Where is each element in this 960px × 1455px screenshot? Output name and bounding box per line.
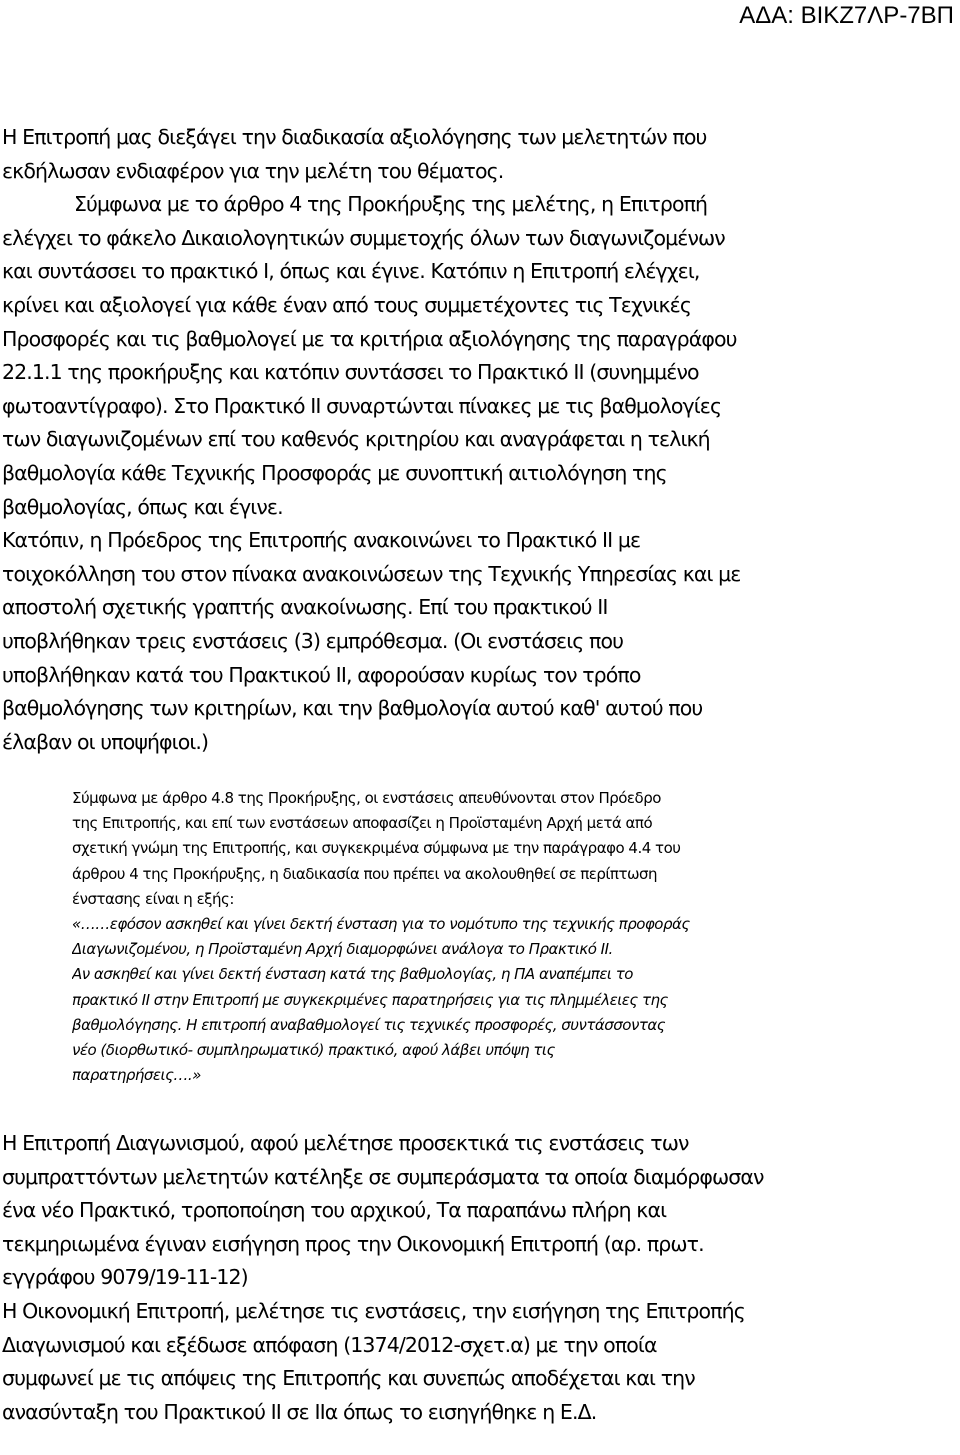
- quote-line: σχετική γνώμη της Επιτροπής, και συγκεκριμένα σύμφωνα με την παράγραφο 4.4 του: [72, 839, 681, 858]
- text-line: Σύμφωνα με το άρθρο 4 της Προκήρυξης της μελέτης, η Επιτροπή: [74, 192, 708, 217]
- text-line: εγγράφου 9079/19-11-12): [2, 1265, 248, 1290]
- paragraph-procedure: [0, 121, 960, 759]
- text-line: βαθμολόγησης των κριτηρίων, και την βαθμολογία αυτού καθ' αυτού που: [2, 696, 703, 721]
- paragraph-decision: [0, 1127, 960, 1429]
- text-line: τοιχοκόλληση του στον πίνακα ανακοινώσεων της Τεχνικής Υπηρεσίας και με: [2, 561, 741, 586]
- quote-line: πρακτικό ΙΙ στην Επιτροπή με συγκεκριμένες παρατηρήσεις για τις πλημμέλειες της: [72, 990, 668, 1009]
- text-line: έλαβαν οι υποψήφιοι.): [2, 729, 209, 754]
- text-line: κρίνει και αξιολογεί για κάθε έναν από τους συμμετέχοντες τις Τεχνικές: [2, 292, 691, 317]
- text-line: βαθμολογίας, όπως και έγινε.: [2, 494, 283, 519]
- text-line: εκδήλωσαν ενδιαφέρον για την μελέτη του θέματος.: [2, 158, 504, 183]
- text-line: Διαγωνισμού και εξέδωσε απόφαση (1374/2012-σχετ.α) με την οποία: [2, 1332, 657, 1357]
- text-line: υποβλήθηκαν τρεις ενστάσεις (3) εμπρόθεσμα. (Οι ενστάσεις που: [2, 628, 624, 653]
- quoted-article-block: [72, 786, 952, 1088]
- quote-line: «……εφόσον ασκηθεί και γίνει δεκτή ένσταση για το νομότυπο της τεχνικής προφοράς: [72, 914, 690, 933]
- quote-line: νέο (διορθωτικό- συμπληρωματικό) πρακτικό, αφού λάβει υπόψη τις: [72, 1040, 555, 1059]
- text-line: και συντάσσει το πρακτικό Ι, όπως και έγινε. Κατόπιν η Επιτροπή ελέγχει,: [2, 259, 700, 284]
- text-line: Κατόπιν, η Πρόεδρος της Επιτροπής ανακοινώνει το Πρακτικό ΙΙ με: [2, 528, 641, 553]
- quote-line: βαθμολόγησης. Η επιτροπή αναβαθμολογεί τις τεχνικές προσφορές, συντάσσοντας: [72, 1015, 666, 1034]
- text-line: Η Επιτροπή μας διεξάγει την διαδικασία αξιολόγησης των μελετητών που: [2, 125, 707, 149]
- text-line: 22.1.1 της προκήρυξης και κατόπιν συντάσσει το Πρακτικό ΙΙ (συνημμένο: [2, 360, 699, 385]
- text-line: φωτοαντίγραφο). Στο Πρακτικό ΙΙ συναρτώνται πίνακες με τις βαθμολογίες: [2, 393, 722, 418]
- text-line: ανασύνταξη του Πρακτικού ΙΙ σε ΙΙα όπως το εισηγήθηκε η Ε.Δ.: [2, 1399, 597, 1424]
- quote-line: ένστασης είναι η εξής:: [72, 889, 234, 908]
- document-id: ΑΔΑ: ΒΙΚΖ7ΛΡ-7ΒΠ: [739, 2, 954, 29]
- text-line: τεκμηριωμένα έγιναν εισήγηση προς την Οικονομική Επιτροπή (αρ. πρωτ.: [2, 1231, 704, 1256]
- text-line: των διαγωνιζομένων επί του καθενός κριτηρίου και αναγράφεται η τελική: [2, 427, 710, 452]
- quote-line: της Επιτροπής, και επί των ενστάσεων αποφασίζει η Προϊσταμένη Αρχή μετά από: [72, 814, 653, 833]
- quote-line: άρθρου 4 της Προκήρυξης, η διαδικασία που πρέπει να ακολουθηθεί σε περίπτωση: [72, 864, 658, 883]
- text-line: ελέγχει το φάκελο Δικαιολογητικών συμμετοχής όλων των διαγωνιζομένων: [2, 225, 725, 250]
- text-line: ένα νέο Πρακτικό, τροποποίηση του αρχικού, Τα παραπάνω πλήρη και: [2, 1198, 667, 1223]
- text-line: συμπραττόντων μελετητών κατέληξε σε συμπεράσματα τα οποία διαμόρφωσαν: [2, 1164, 764, 1189]
- quote-line: Σύμφωνα με άρθρο 4.8 της Προκήρυξης, οι ενστάσεις απευθύνονται στον Πρόεδρο: [72, 789, 661, 807]
- text-line: υποβλήθηκαν κατά του Πρακτικού ΙΙ, αφορούσαν κυρίως τον τρόπο: [2, 662, 641, 687]
- text-line: αποστολή σχετικής γραπτής ανακοίνωσης. Επί του πρακτικού ΙΙ: [2, 595, 608, 620]
- text-line: Η Οικονομική Επιτροπή, μελέτησε τις ενστάσεις, την εισήγηση της Επιτροπής: [2, 1298, 745, 1323]
- quote-line: Διαγωνιζομένου, η Προϊσταμένη Αρχή διαμορφώνει ανάλογα το Πρακτικό ΙΙ.: [72, 940, 613, 959]
- text-line: Η Επιτροπή Διαγωνισμού, αφού μελέτησε προσεκτικά τις ενστάσεις των: [2, 1131, 689, 1155]
- text-line: συμφωνεί με τις απόψεις της Επιτροπής και συνεπώς αποδέχεται και την: [2, 1366, 695, 1391]
- quote-line: Αν ασκηθεί και γίνει δεκτή ένσταση κατά της βαθμολογίας, η ΠΑ αναπέμπει το: [72, 965, 633, 984]
- quote-line: παρατηρήσεις….»: [72, 1066, 201, 1085]
- text-line: βαθμολογία κάθε Τεχνικής Προσφοράς με συνοπτική αιτιολόγηση της: [2, 460, 667, 485]
- text-line: Προσφορές και τις βαθμολογεί με τα κριτήρια αξιολόγησης της παραγράφου: [2, 326, 737, 351]
